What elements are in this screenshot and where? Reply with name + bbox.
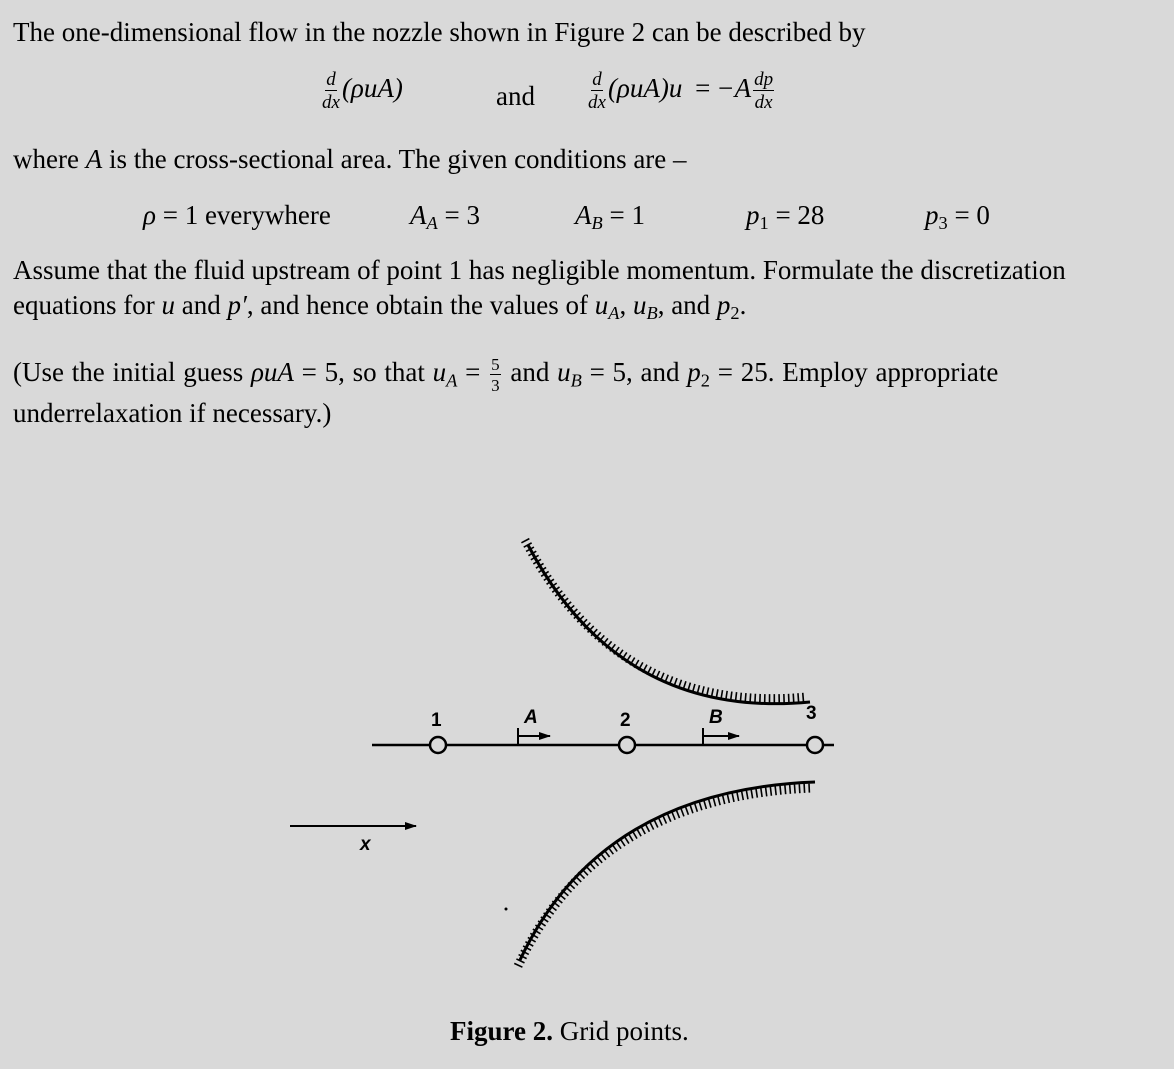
equation-1: $\frac{d}{dx}$ (ρuA): [322, 69, 403, 113]
figure-caption: Figure 2. Grid points.: [450, 1016, 689, 1046]
label-point-a: A: [524, 707, 538, 728]
condition-p1: p1 = 28: [746, 200, 825, 234]
equation-2: $\frac{d}{dx}$ (ρuA)u = −A $\frac{dp}{dx}$: [588, 69, 774, 113]
guess-line-2: underrelaxation if necessary.): [13, 398, 332, 428]
label-point-2: 2: [620, 710, 631, 731]
fraction-5-3: $\frac{5}{3}$: [491, 355, 500, 395]
fraction-d-dx: $\frac{d}{dx}$: [322, 69, 340, 113]
grid-point-2: [619, 737, 635, 753]
label-x: x: [360, 834, 371, 855]
upper-nozzle-wall: [525, 540, 810, 704]
fraction-d-dx-2: $\frac{d}{dx}$: [588, 69, 606, 113]
assume-line-2: equations for u and p′, and hence obtain the values of $u_A$, $u_B$, and p2.: [13, 290, 747, 324]
lower-nozzle-wall: [518, 782, 815, 966]
label-point-3: 3: [806, 703, 817, 724]
stray-dot: [505, 908, 508, 911]
grid-point-3: [807, 737, 823, 753]
assume-line-1: Assume that the fluid upstream of point 1 has negligible momentum. Formulate the discretization: [13, 255, 1066, 285]
condition-rho: ρ = 1 everywhere: [143, 200, 331, 230]
condition-AB: $A_B = 1$: [575, 200, 645, 234]
where-text: where A is the cross-sectional area. The given conditions are –: [13, 144, 687, 174]
grid-point-1: [430, 737, 446, 753]
guess-line-1: (Use the initial guess ρuA = 5, so that $u_A$ = $\frac{5}{3}$ and $u_B = 5$, and p2 = 25. Employ appropriate: [13, 355, 999, 395]
fraction-dp-dx: $\frac{dp}{dx}$: [754, 69, 774, 113]
label-point-1: 1: [431, 710, 442, 731]
label-point-b: B: [709, 707, 723, 728]
condition-p3: p3 = 0: [925, 200, 990, 234]
equation-joiner: and: [496, 81, 535, 111]
intro-text: The one-dimensional flow in the nozzle shown in Figure 2 can be described by: [13, 17, 866, 47]
condition-AA: $A_A = 3$: [410, 200, 480, 234]
